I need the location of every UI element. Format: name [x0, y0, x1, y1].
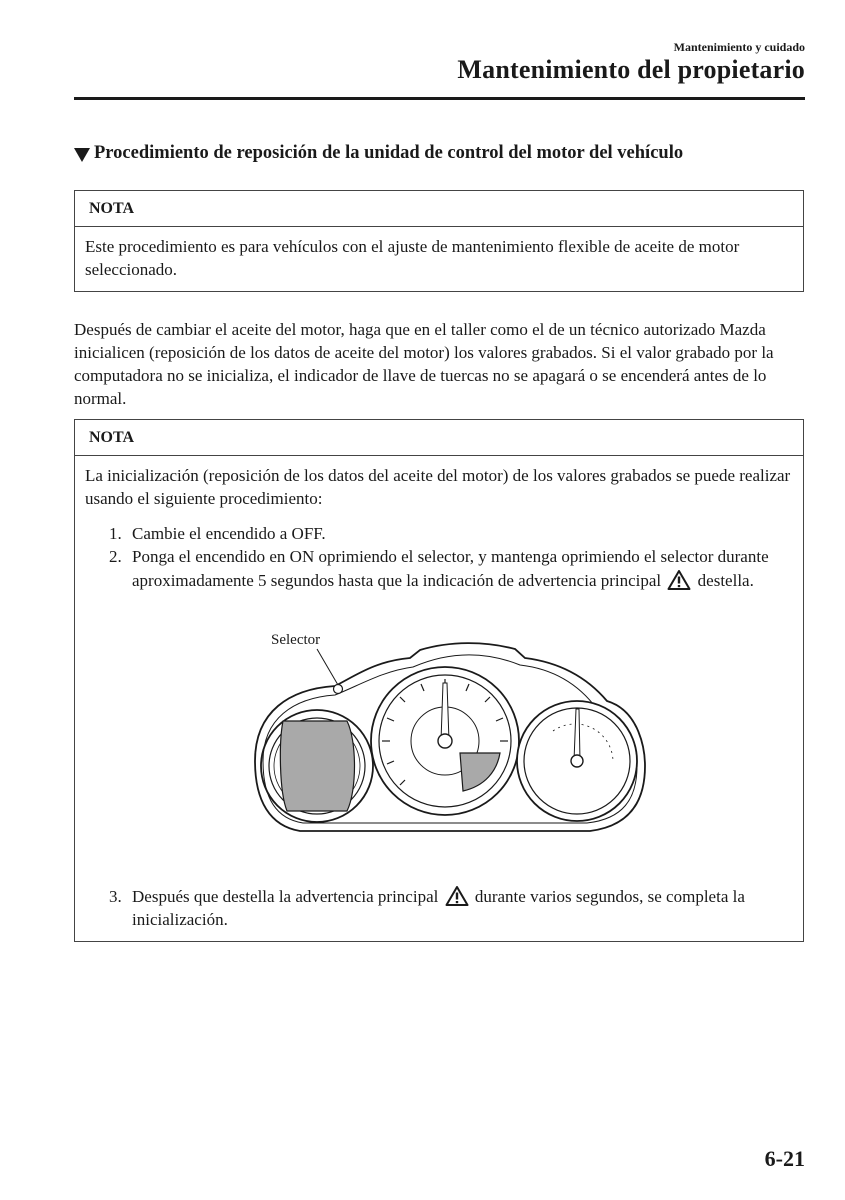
step-text: durante varios segundos, se completa la inicialización. [132, 887, 745, 929]
note-box-2 [74, 419, 804, 942]
step-item [85, 885, 793, 931]
selector-label: Selector [271, 632, 321, 648]
master-warning-icon [667, 569, 691, 591]
note-text: Este procedimiento es para vehículos con el ajuste de mantenimiento flexible de aceite de motor seleccionado. [85, 237, 740, 279]
note-intro: La inicialización (reposición de los datos del aceite del motor) de los valores grabados se puede realizar usando el siguiente procedimiento: [85, 466, 791, 508]
note-label: NOTA [75, 191, 803, 227]
header-rule [74, 97, 805, 100]
step-number: 2. [109, 547, 122, 566]
page-number: 6-21 [764, 1146, 805, 1171]
step-text: Cambie el encendido a OFF. [132, 524, 326, 543]
instrument-cluster-figure [85, 601, 793, 891]
section-heading [74, 143, 805, 164]
note-body [75, 456, 803, 941]
step-text: Ponga el encendido en ON oprimiendo el selector, y mantenga oprimiendo el selector durante aproximadamente 5 segundos hasta que la indicación de advertencia principal [132, 547, 769, 590]
steps-list [85, 522, 793, 593]
steps-list-continued [85, 885, 793, 931]
step-item [85, 522, 793, 545]
step-text: Después que destella la advertencia principal [132, 887, 439, 906]
master-warning-icon [445, 885, 469, 907]
step-text: destella. [697, 571, 754, 590]
running-header-title: Mantenimiento del propietario [457, 55, 805, 84]
note-box-1 [74, 190, 804, 292]
step-item [85, 545, 793, 593]
triangle-down-icon [74, 148, 90, 162]
step-number: 1. [109, 524, 122, 543]
section-heading-text: Procedimiento de reposición de la unidad de control del motor del vehículo [94, 143, 684, 163]
note-label: NOTA [75, 420, 803, 456]
running-header-section: Mantenimiento y cuidado [673, 40, 805, 54]
instrument-cluster-illustration [235, 601, 655, 891]
body-paragraph: Después de cambiar el aceite del motor, haga que en el taller como el de un técnico autorizado Mazda inicialicen (reposición de los datos de aceite del motor) los valores grabados. Si el valor grabado por la computadora no se inicializa, el indicador de llave de tuercas no se apagará o se encenderá antes de lo normal. [74, 320, 774, 408]
step-number: 3. [109, 887, 122, 906]
